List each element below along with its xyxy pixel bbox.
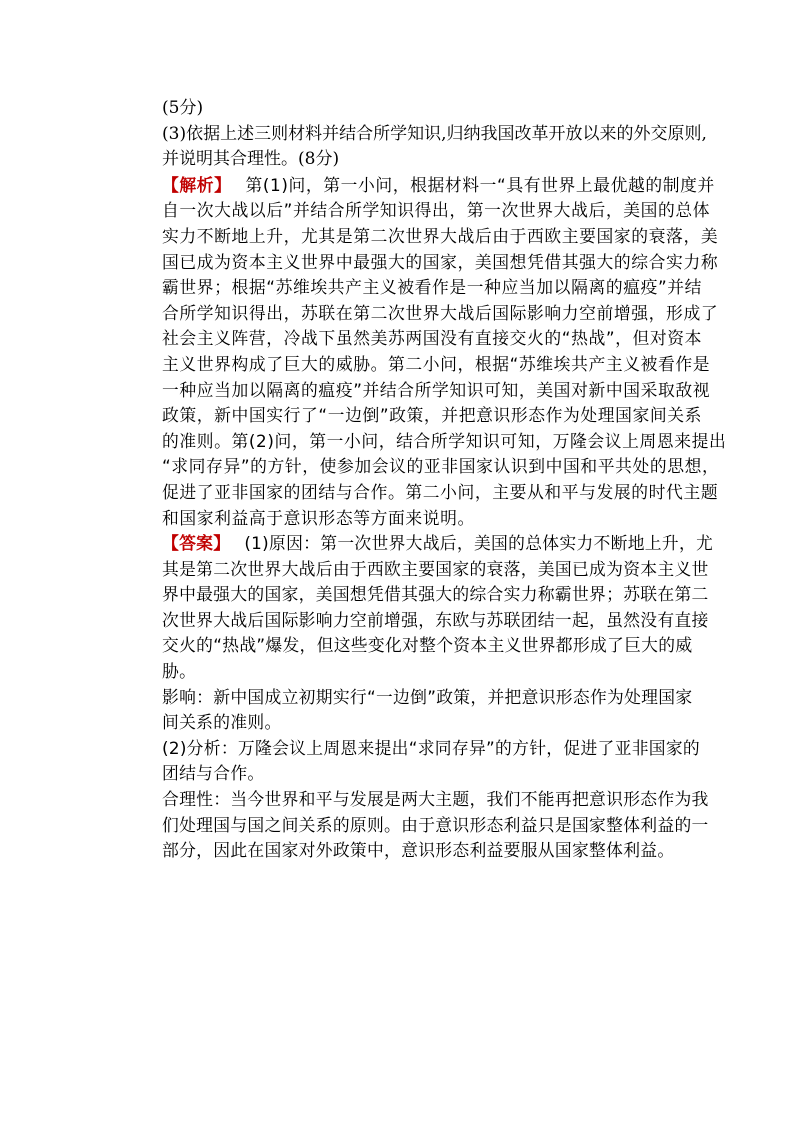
analysis-line: 和国家利益高于意识形态等方面来说明。 [162,507,475,528]
answer-line: 部分，因此在国家对外政策中，意识形态利益要服从国家整体利益。 [162,840,675,861]
answer-line: 界中最强大的国家，美国想凭借其强大的综合实力称霸世界；苏联在第二 [162,584,709,605]
analysis-block [162,173,727,531]
answer-line: 们处理国与国之间关系的原则。由于意识形态利益只是国家整体利益的一 [162,814,709,835]
question-3-line-1: (3)依据上述三则材料并结合所学知识,归纳我国改革开放以来的外交原则, [162,123,707,144]
answer-text: (1)原因：第一次世界大战后，美国的总体实力不断地上升，尤 [244,533,714,554]
answer-line: 胁。 [162,661,197,682]
analysis-text: 第(1)问，第一小问，根据材料一“具有世界上最优越的制度并 [245,174,715,195]
analysis-line: 主义世界构成了巨大的威胁。第二小问，根据“苏维埃共产主义被看作是 [162,353,711,374]
answer-tag: 【答案】 [162,533,231,554]
answer-block [162,531,714,864]
analysis-tag: 【解析】 [162,174,232,195]
question-3-line-2: 并说明其合理性。(8分) [162,149,340,170]
analysis-line: 实力不断地上升，尤其是第二次世界大战后由于西欧主要国家的衰落，美 [162,225,719,246]
analysis-line: 霸世界；根据“苏维埃共产主义被看作是一种应当加以隔离的瘟疫”并结 [162,277,703,298]
analysis-line: 国已成为资本主义世界中最强大的国家，美国想凭借其强大的综合实力称 [162,251,719,272]
analysis-line: 一种应当加以隔离的瘟疫”并结合所学知识可知，美国对新中国采取敌视 [162,379,711,400]
analysis-line: 的准则。第(2)问，第一小问，结合所学知识可知，万隆会议上周恩来提出 [162,430,727,451]
analysis-line: 合所学知识得出，苏联在第二次世界大战后国际影响力空前增强，形成了 [162,302,719,323]
score-note: (5分) [162,98,204,118]
document-page [162,96,727,864]
analysis-line: 促进了亚非国家的团结与合作。第二小问，主要从和平与发展的时代主题 [162,481,719,502]
analysis-line [162,173,715,199]
answer-line: 合理性：当今世界和平与发展是两大主题，我们不能再把意识形态作为我 [162,789,709,810]
answer-line [162,531,714,557]
answer-line: 其是第二次世界大战后由于西欧主要国家的衰落，美国已成为资本主义世 [162,558,709,579]
answer-line: 交火的“热战”爆发，但这些变化对整个资本主义世界都形成了巨大的威 [162,635,693,656]
answer-line: (2)分析：万隆会议上周恩来提出“求同存异”的方针，促进了亚非国家的 [162,737,701,758]
question-block [162,96,707,173]
answer-line: 间关系的准则。 [162,712,282,733]
analysis-line: “求同存异”的方针，使参加会议的亚非国家认识到中国和平共处的思想， [162,456,720,477]
answer-line: 团结与合作。 [162,763,265,784]
analysis-line: 自一次大战以后”并结合所学知识得出，第一次世界大战后，美国的总体 [162,200,711,221]
analysis-line: 政策，新中国实行了“一边倒”政策，并把意识形态作为处理国家间关系 [162,405,703,426]
analysis-line: 社会主义阵营，冷战下虽然美苏两国没有直接交火的“热战”，但对资本 [162,328,703,349]
answer-line: 次世界大战后国际影响力空前增强，东欧与苏联团结一起，虽然没有直接 [162,609,709,630]
answer-line: 影响：新中国成立初期实行“一边倒”政策，并把意识形态作为处理国家 [162,686,693,707]
